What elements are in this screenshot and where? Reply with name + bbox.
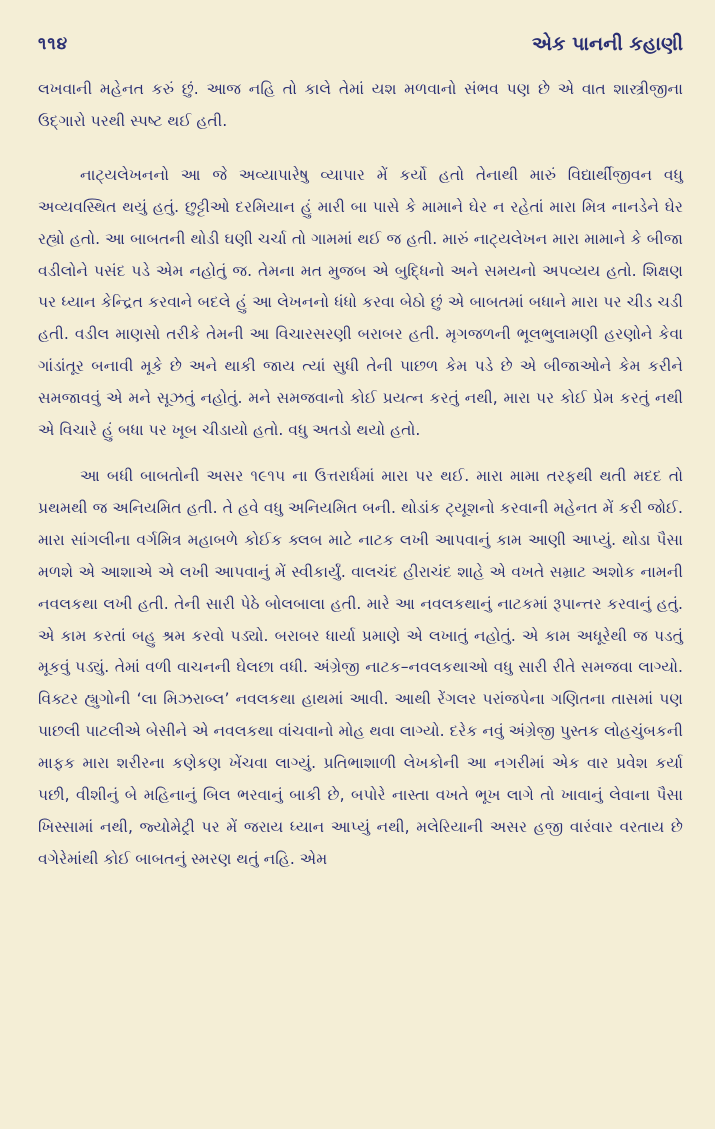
- body-text: [38, 74, 683, 876]
- running-title: એક પાનની કહાણી: [532, 33, 683, 55]
- paragraph-1915: આ બધી બાબતોની અસર ૧૯૧૫ ના ઉત્તરાર્ધમાં મારા પર થઈ. મારા મામા તરફથી થતી મદદ તો પ્રથમથી જ અનિયમિત હતી. તે હવે વધુ અનિયમિત બની. થોડાંક ટ્યૂશનો કરવાની મહેનત મેં કરી જોઈ. મારા સાંગલીના વર્ગમિત્ર મહાબળે કોઈક ક્લબ માટે નાટક લખી આપવાનું કામ આણી આપ્યું. થોડા પૈસા મળશે એ આશાએ એ લખી આપવાનું મેં સ્વીકાર્યું. વાલચંદ હીરાચંદ શાહે એ વખતે સમ્રાટ અશોક નામની નવલકથા લખી હતી. તેની સારી પેઠે બોલબાલા હતી. મારે આ નવલકથાનું નાટકમાં રૂપાન્તર કરવાનું હતું. એ કામ કરતાં બહુ શ્રમ કરવો પડ્યો. બરાબર ધાર્યા પ્રમાણે એ લખાતું નહોતું. એ કામ અધૂરેથી જ પડતું મૂકવું પડ્યું. તેમાં વળી વાચનની ઘેલછા વધી. અંગ્રેજી નાટક–નવલકથાઓ વધુ સારી રીતે સમજવા લાગ્યો. વિક્ટર હ્યુગોની ‘લા મિઝરાબ્લ’ નવલકથા હાથમાં આવી. આથી રેંગલર પરાંજપેના ગણિતના તાસમાં પણ પાછલી પાટલીએ બેસીને એ નવલકથા વાંચવાનો મોહ થવા લાગ્યો. દરેક નવું અંગ્રેજી પુસ્તક લોહચુંબકની માફક મારા શરીરના કણેકણ ખેંચવા લાગ્યું. પ્રતિભાશાળી લેખકોની આ નગરીમાં એક વાર પ્રવેશ કર્યા પછી, વીશીનું બે મહિનાનું બિલ ભરવાનું બાકી છે, બપોરે નાસ્તા વખતે ભૂખ લાગે તો ખાવાનું લેવાના પૈસા ખિસ્સામાં નથી, જ્યોમેટ્રી પર મેં જરાય ધ્યાન આપ્યું નથી, મલેરિયાની અસર હજી વારંવાર વરતાય છે વગેરેમાંથી કોઈ બાબતનું સ્મરણ થતું નહિ. એમ: [38, 466, 683, 868]
- paragraph-playwriting: નાટ્યલેખનનો આ જે અવ્યાપારેષુ વ્યાપાર મેં કર્યો હતો તેનાથી મારું વિદ્યાર્થીજીવન વધુ અવ્યવસ્થિત થયું હતું. છુટ્ટીઓ દરમિયાન હું મારી બા પાસે કે મામાને ઘેર ન રહેતાં મારા મિત્ર નાનડેને ઘેર રહ્યો હતો. આ બાબતની થોડી ઘણી ચર્ચા તો ગામમાં થઈ જ હતી. મારું નાટ્યલેખન મારા મામાને કે બીજા વડીલોને પસંદ પડે એમ નહોતું જ. તેમના મત મુજબ એ બુદ્ધિનો અને સમયનો અપવ્યય હતો. શિક્ષણ પર ધ્યાન કેન્દ્રિત કરવાને બદલે હું આ લેખનનો ધંધો કરવા બેઠો છું એ બાબતમાં બધાને મારા પર ચીડ ચડી હતી. વડીલ માણસો તરીકે તેમની આ વિચારસરણી બરાબર હતી. મૃગજળની ભૂલભુલામણી હરણોને કેવા ગાંડાંતૂર બનાવી મૂકે છે અને થાકી જાય ત્યાં સુધી તેની પાછળ કેમ પડે છે એ બીજાઓને કેમ કરીને સમજાવવું એ મને સૂઝતું નહોતું. મને સમજવાનો કોઈ પ્રયત્ન કરતું નથી, મારા પર કોઈ પ્રેમ કરતું નથી એ વિચારે હું બધા પર ખૂબ ચીડાયો હતો. વધુ અતડો થયો હતો.: [38, 165, 683, 440]
- page-header: [38, 26, 683, 62]
- paragraph-continuation: લખવાની મહેનત કરું છું. આજ નહિ તો કાલે તેમાં યશ મળવાનો સંભવ પણ છે એ વાત શાસ્ત્રીજીના ઉદ્ગારો પરથી સ્પષ્ટ થઈ હતી.: [38, 80, 683, 130]
- page-number: ૧૧૪: [38, 34, 69, 54]
